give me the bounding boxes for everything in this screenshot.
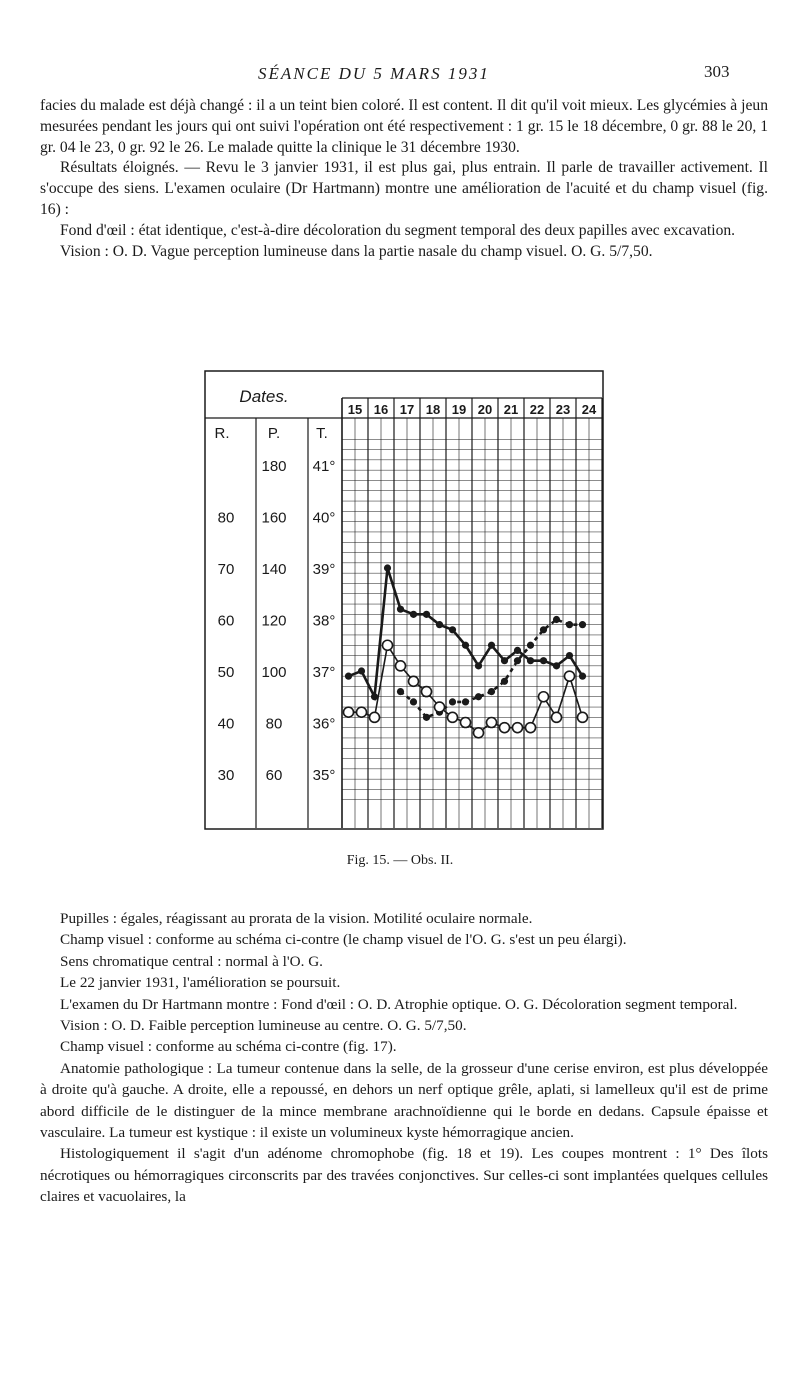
date-label: 19 — [451, 402, 467, 417]
data-point-filled — [397, 688, 404, 695]
data-point-open — [448, 712, 458, 722]
data-point-filled — [566, 652, 573, 659]
chart-frame — [205, 371, 603, 829]
data-point-open — [396, 661, 406, 671]
data-point-filled — [540, 657, 547, 664]
data-point-open — [565, 671, 575, 681]
date-label: 21 — [503, 402, 519, 417]
column-header: T. — [316, 425, 328, 442]
temperature-chart — [204, 370, 604, 830]
paragraph: Résultats éloignés. — Revu le 3 janvier 1931, il est plus gai, plus entrain. Il parle de travailler activement. Il s'occupe des siens. L'examen oculaire (Dr Hartmann) montre une amélioration de l'acuité et du champ visuel (fig. 16) : — [40, 159, 768, 218]
data-point-filled — [462, 642, 469, 649]
data-point-open — [344, 707, 354, 717]
scale-label-p: 140 — [261, 561, 287, 578]
scale-label-r: 60 — [217, 612, 235, 630]
data-point-filled — [449, 698, 456, 705]
page-number: 303 — [704, 62, 730, 81]
date-label: 23 — [555, 402, 571, 417]
data-point-open — [578, 712, 588, 722]
paragraph: Champ visuel : conforme au schéma ci-contre (le champ visuel de l'O. G. s'est un peu élargi). — [60, 931, 627, 949]
scale-label-r: 80 — [217, 509, 235, 527]
scale-label-p: 160 — [261, 509, 287, 527]
data-point-filled — [540, 626, 547, 633]
data-point-filled — [488, 688, 495, 695]
data-point-filled — [397, 606, 404, 613]
data-point-open — [487, 718, 497, 728]
scale-label-p: 80 — [265, 715, 283, 733]
scale-label-p: 60 — [265, 767, 283, 784]
date-label: 18 — [425, 402, 441, 417]
paragraph: L'examen du Dr Hartmann montre : Fond d'œil : O. D. Atrophie optique. O. G. Décoloration segment temporal. — [60, 995, 738, 1013]
data-point-filled — [449, 626, 456, 633]
scale-label-t: 39° — [312, 561, 336, 578]
paragraph: Vision : O. D. Vague perception lumineuse dans la partie nasale du champ visuel. O. G. 5/7,50. — [60, 242, 653, 260]
data-point-open — [526, 723, 536, 733]
scale-label-t: 38° — [312, 612, 336, 630]
scale-label-r: 30 — [217, 767, 235, 784]
data-point-filled — [410, 698, 417, 705]
figure-caption: Fig. 15. — Obs. II. — [346, 853, 454, 868]
data-point-filled — [579, 673, 586, 680]
paragraph: Histologiquement il s'agit d'un adénome chromophobe (fig. 18 et 19). Les coupes montrent : 1° Des îlots nécrotiques ou hémorragiques circonscrits par des travées conjonctives. Sur celles-ci sont implantées quelques cellules claires et vacuolaires, la — [40, 1145, 768, 1206]
date-label: 15 — [347, 402, 363, 417]
data-point-filled — [345, 673, 352, 680]
paragraph: Fond d'œil : état identique, c'est-à-dire décoloration du segment temporal des deux papilles avec excavation. — [60, 221, 736, 239]
scale-label-r: 70 — [217, 561, 235, 578]
date-label: 22 — [529, 402, 545, 417]
scale-label-p: 120 — [261, 612, 287, 630]
data-point-filled — [566, 621, 573, 628]
data-point-filled — [514, 657, 521, 664]
paragraph: Pupilles : égales, réagissant au prorata de la vision. Motilité oculaire normale. — [60, 910, 533, 927]
data-point-filled — [527, 642, 534, 649]
data-point-filled — [488, 642, 495, 649]
body-text-bottom — [40, 908, 768, 1208]
scale-label-t: 37° — [312, 664, 336, 681]
data-point-filled — [384, 564, 391, 571]
data-point-filled — [475, 662, 482, 669]
scale-label-p: 100 — [261, 664, 287, 681]
data-point-open — [435, 702, 445, 712]
data-point-filled — [410, 611, 417, 618]
data-point-open — [409, 676, 419, 686]
data-point-open — [422, 687, 432, 697]
data-point-filled — [527, 657, 534, 664]
series-line — [349, 568, 583, 697]
data-point-open — [474, 728, 484, 738]
column-header: P. — [267, 425, 281, 442]
date-label: 20 — [477, 402, 493, 417]
scale-label-t: 35° — [312, 767, 336, 784]
paragraph: Anatomie pathologique : La tumeur contenue dans la selle, de la grosseur d'une cerise environ, est plus développée à droite qu'à gauche. A droite, elle a repoussé, en dehors un nerf optique grêle, aplati, si lamelleux qu'il est de prime abord difficile de le distinguer de la mince membrane arachnoïdienne qui le borde en dedans. Capsule épaisse et vasculaire. La tumeur est kystique : il existe un volumineux kyste hémorragique ancien. — [40, 1059, 768, 1142]
paragraph: Vision : O. D. Faible perception lumineuse au centre. O. G. 5/7,50. — [60, 1017, 467, 1035]
data-point-filled — [475, 693, 482, 700]
date-label: 24 — [581, 402, 597, 417]
scale-label-r: 50 — [217, 664, 235, 681]
scale-label-p: 180 — [261, 458, 287, 475]
data-point-filled — [462, 698, 469, 705]
column-header: R. — [214, 425, 230, 442]
data-point-filled — [436, 621, 443, 628]
data-point-filled — [553, 662, 560, 669]
data-point-open — [552, 712, 562, 722]
paragraph: Champ visuel : conforme au schéma ci-contre (fig. 17). — [60, 1038, 397, 1056]
data-point-filled — [358, 667, 365, 674]
data-point-filled — [423, 611, 430, 618]
data-point-open — [539, 692, 549, 702]
data-point-open — [357, 707, 367, 717]
running-head — [0, 62, 800, 86]
data-point-open — [500, 723, 510, 733]
scale-label-r: 40 — [217, 715, 235, 733]
date-label: 16 — [373, 402, 389, 417]
scale-label-t: 40° — [312, 509, 336, 527]
paragraph: Le 22 janvier 1931, l'amélioration se poursuit. — [60, 974, 341, 992]
data-point-filled — [501, 657, 508, 664]
data-point-filled — [579, 621, 586, 628]
data-point-open — [370, 712, 380, 722]
data-point-filled — [553, 616, 560, 623]
paragraph: Sens chromatique central : normal à l'O. G. — [60, 952, 323, 970]
data-point-open — [513, 723, 523, 733]
running-title: SÉANCE DU 5 MARS 1931 — [258, 64, 490, 83]
scale-label-t: 36° — [312, 715, 336, 733]
data-point-open — [461, 718, 471, 728]
paragraph: facies du malade est déjà changé : il a un teint bien coloré. Il est content. Il dit qu'il voit mieux. Les glycémies à jeun mesurées pendant les jours qui ont suivi l'opération ont été respectivement : 1 gr. 15 le 18 décembre, 0 gr. 88 le 20, 1 gr. 04 le 23, 0 gr. 92 le 26. Le malade quitte la clinique le 31 décembre 1930. — [40, 97, 768, 156]
data-point-filled — [423, 714, 430, 721]
chart-title: Dates. — [239, 387, 289, 406]
body-text-top — [40, 96, 768, 262]
data-point-filled — [501, 678, 508, 685]
data-point-filled — [514, 647, 521, 654]
scale-label-t: 41° — [312, 458, 336, 475]
data-point-open — [383, 640, 393, 650]
date-label: 17 — [399, 402, 415, 417]
